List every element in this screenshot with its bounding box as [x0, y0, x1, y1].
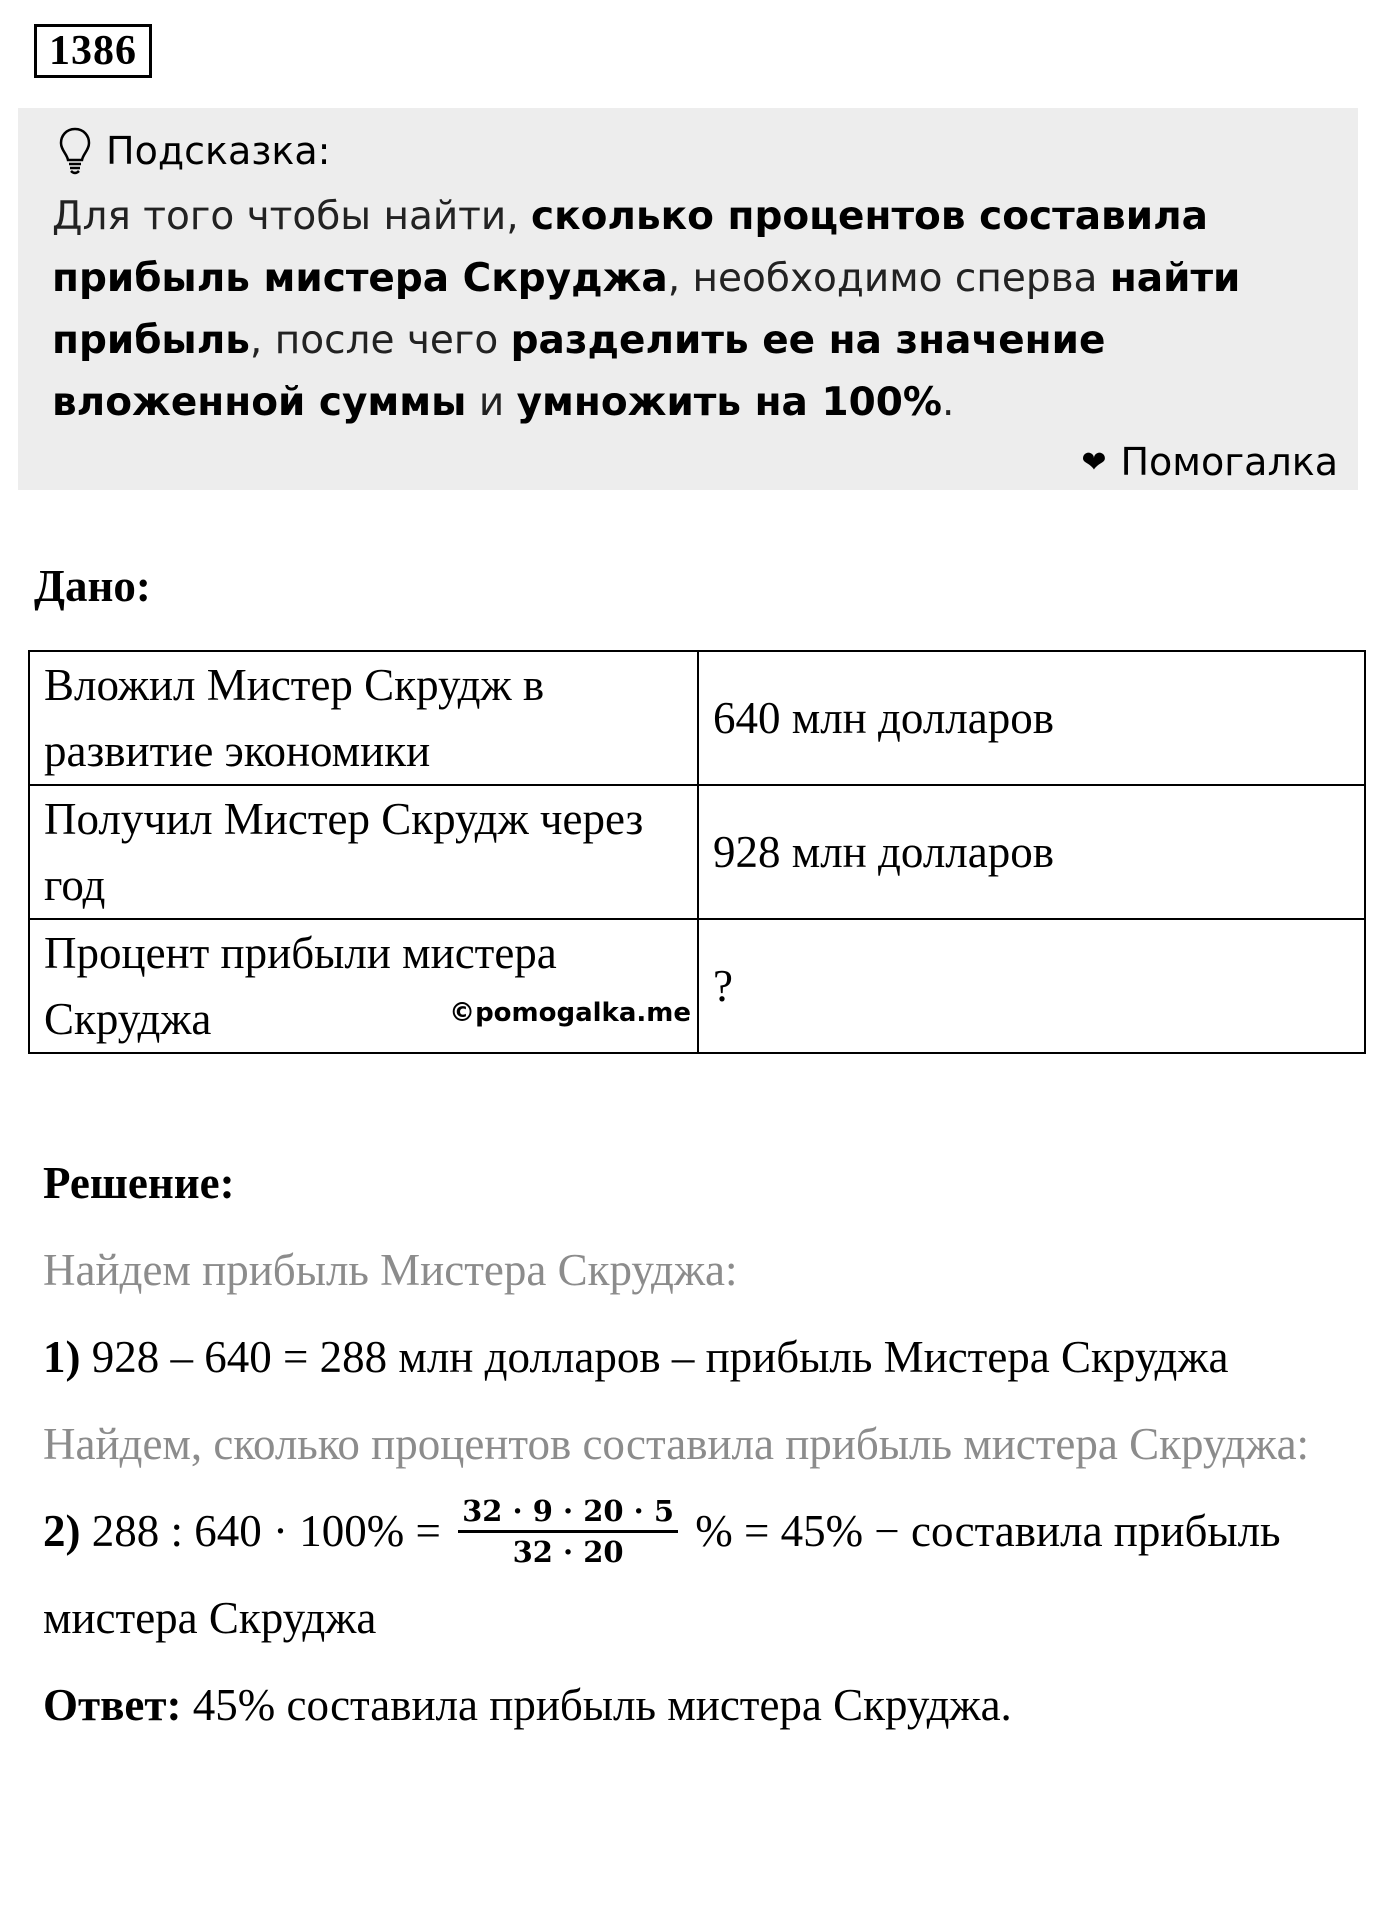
fraction-denominator: 32 · 20	[512, 1535, 624, 1570]
solution-heading: Решение:	[43, 1158, 235, 1208]
step1-text: 928 – 640 = 288 млн долларов – прибыль Мистера Скруджа	[80, 1332, 1229, 1382]
hint-text-part: и	[466, 380, 517, 425]
signature-text: Помогалка	[1120, 440, 1338, 484]
hint-text-part: , необходимо сперва	[667, 256, 1110, 301]
table-row	[29, 919, 1365, 1053]
step2-number: 2)	[43, 1506, 81, 1556]
heart-icon: ❤	[1081, 444, 1107, 480]
table-row	[29, 785, 1365, 919]
answer-label: Ответ:	[43, 1680, 182, 1731]
hint-signature	[1081, 440, 1338, 484]
hint-text-bold: найти прибыль	[52, 256, 1241, 363]
table-row	[29, 651, 1365, 785]
solution	[43, 1140, 1363, 1749]
hint-text-bold: умножить на 100%	[516, 380, 942, 425]
hint-text-part: .	[941, 380, 955, 425]
given-value-cell: 640 млн долларов	[698, 651, 1365, 785]
step2-post: % = 45% − составила прибыль мистера Скруджа	[43, 1506, 1281, 1644]
lightbulb-icon	[58, 126, 92, 176]
answer	[43, 1662, 1363, 1749]
given-value-cell: 928 млн долларов	[698, 785, 1365, 919]
fraction	[458, 1492, 678, 1571]
fraction-numerator: 32 · 9 · 20 · 5	[458, 1492, 678, 1533]
hint-box	[18, 108, 1358, 490]
given-value-cell: ?	[698, 919, 1365, 1053]
hint-text-bold: сколько процентов составила прибыль мистера Скруджа	[52, 194, 1208, 301]
given-heading: Дано:	[34, 561, 151, 611]
hint-text-part: , после чего	[249, 318, 511, 363]
given-label-cell	[29, 919, 698, 1053]
watermark: ©pomogalka.me	[449, 998, 691, 1028]
given-label-cell: Получил Мистер Скрудж через год	[29, 785, 698, 919]
hint-title: Подсказка:	[106, 129, 331, 173]
hint-text	[52, 186, 1340, 434]
step1	[43, 1314, 1363, 1401]
step2	[43, 1488, 1363, 1662]
hint-text-bold: разделить ее на значение вложенной суммы	[52, 318, 1106, 425]
problem-number: 1386	[34, 24, 152, 78]
given-label-cell: Вложил Мистер Скрудж в развитие экономики	[29, 651, 698, 785]
given-table	[28, 650, 1366, 1054]
answer-text: 45% составила прибыль мистера Скруджа.	[181, 1680, 1012, 1731]
step2-intro: Найдем, сколько процентов составила прибыль мистера Скруджа:	[43, 1419, 1310, 1469]
given-label-text: Процент прибыли мистера Скруджа	[44, 928, 557, 1044]
hint-header	[36, 118, 1340, 184]
step1-intro: Найдем прибыль Мистера Скруджа:	[43, 1245, 738, 1295]
step1-number: 1)	[43, 1332, 81, 1382]
step2-pre: 288 : 640 · 100% =	[80, 1506, 453, 1556]
hint-text-part: Для того чтобы найти,	[52, 194, 532, 239]
